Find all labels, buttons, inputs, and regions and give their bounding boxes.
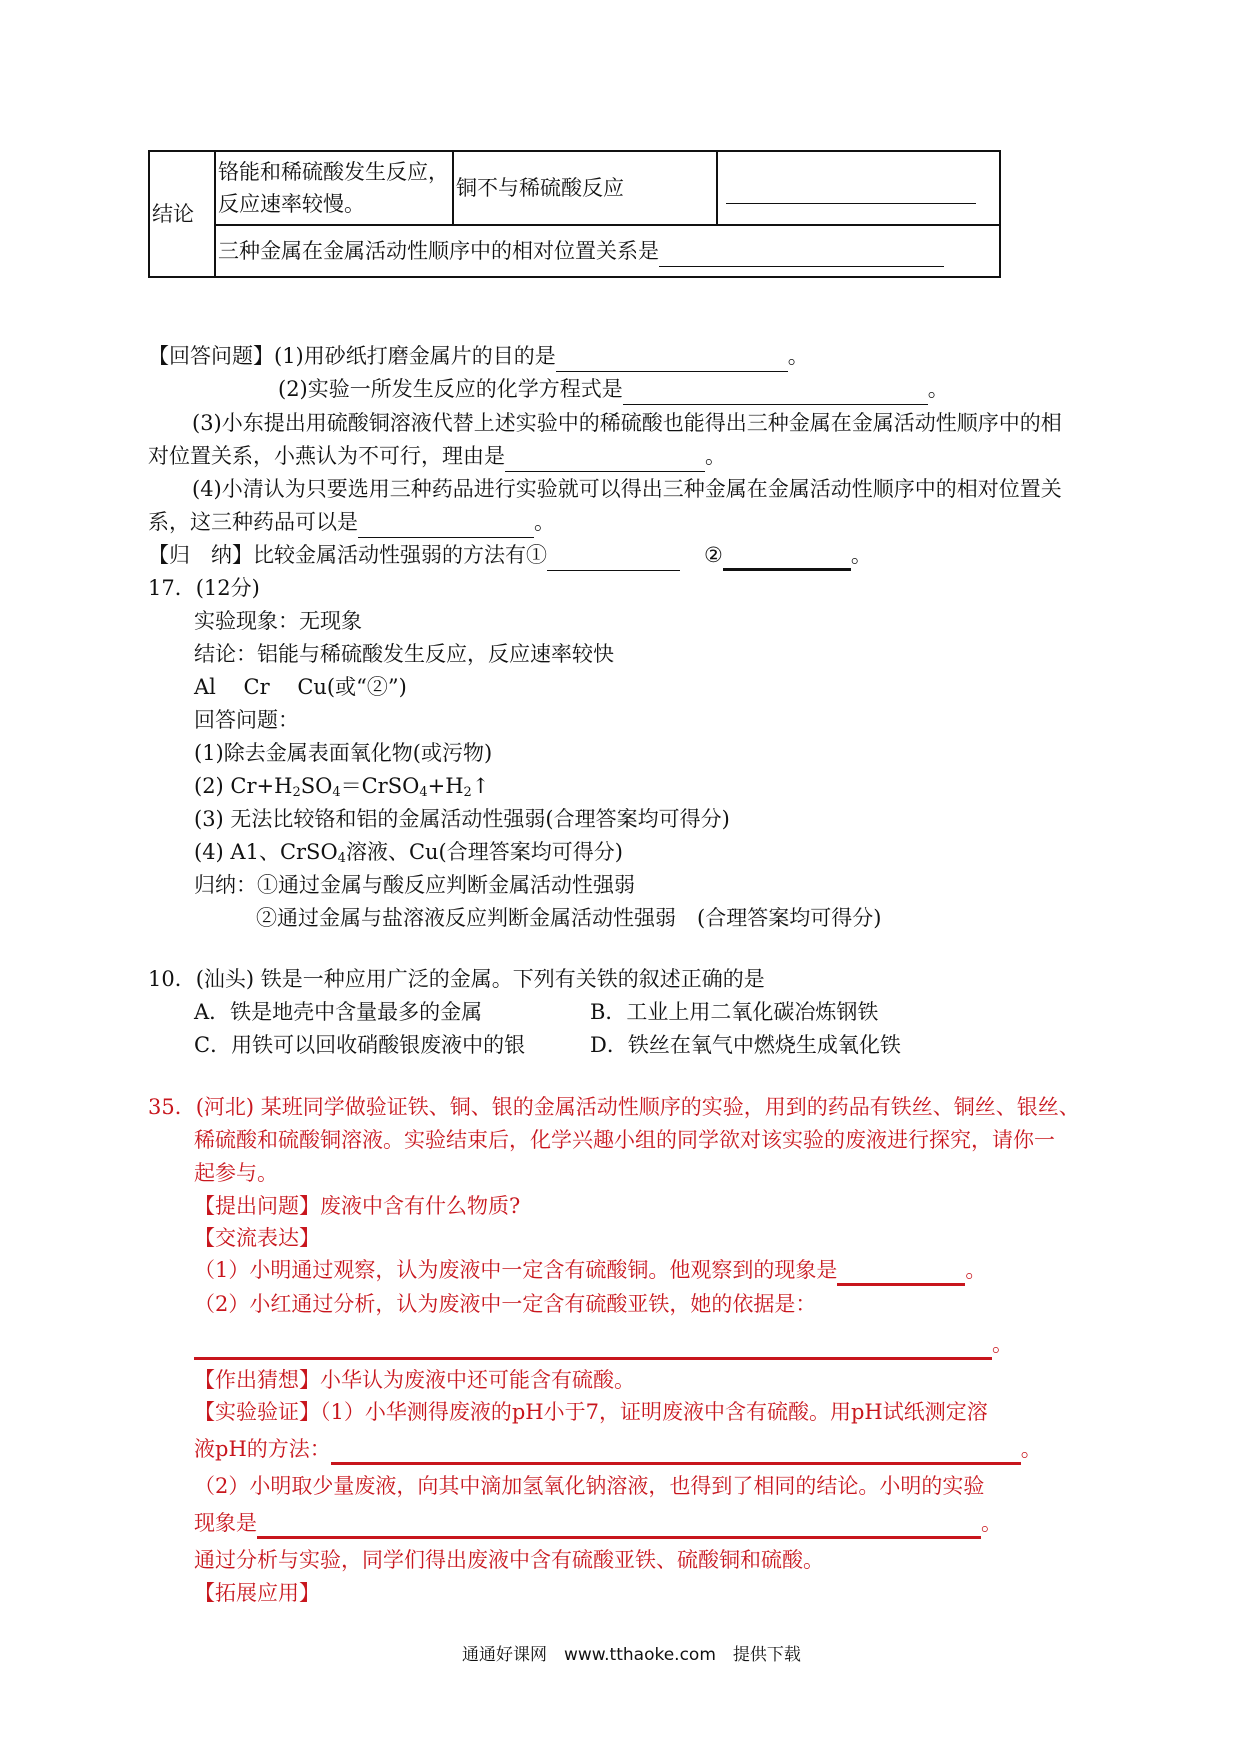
q35-e2: （2）小红通过分析，认为废液中一定含有硫酸亚铁，她的依据是：: [194, 1292, 817, 1316]
question-3-line1: (3)小东提出用硫酸铜溶液代替上述实验中的稀硫酸也能得出三种金属在金属活动性顺序中的相: [192, 411, 1062, 435]
question-1: 【回答问题】(1)用砂纸打磨金属片的目的是 。: [148, 340, 809, 372]
answer-line: (3) 无法比较铬和铝的金属活动性强弱(合理答案均可得分): [194, 807, 730, 831]
answer-line: 实验现象：无现象: [194, 609, 362, 633]
answer-line: 回答问题：: [194, 708, 299, 732]
answer-line: Al Cr Cu(或“②”): [194, 675, 407, 699]
q35-conclusion: 通过分析与实验，同学们得出废液中含有硫酸亚铁、硫酸铜和硫酸。: [194, 1548, 824, 1572]
row-header-conclusion: 结论: [149, 151, 215, 277]
q35-e2-answer: 。: [194, 1328, 1013, 1360]
question-4-line1: (4)小清认为只要选用三种药品进行实验就可以得出三种金属在金属活动性顺序中的相对位置关: [192, 477, 1062, 501]
answer-blank[interactable]: [358, 513, 534, 538]
answer-blank[interactable]: [257, 1512, 981, 1539]
cell-chromium-conclusion: 铬能和稀硫酸发生反应，反应速率较慢。: [215, 151, 453, 225]
q35-extend: 【拓展应用】: [194, 1581, 320, 1605]
q10-stem: 10．(汕头) 铁是一种应用广泛的金属。下列有关铁的叙述正确的是: [148, 967, 765, 991]
answer-line: (4) A1、CrSO$_4$溶液、Cu(合理答案均可得分): [194, 840, 623, 866]
q10-option-d[interactable]: D．铁丝在氧气中燃烧生成氧化铁: [590, 1033, 901, 1057]
q35-exchange: 【交流表达】: [194, 1226, 320, 1250]
page-footer: 通通好课网 www.tthaoke.com 提供下载: [462, 1645, 801, 1665]
q35-line1: 35．(河北) 某班同学做验证铁、铜、银的金属活动性顺序的实验，用到的药品有铁丝、铜丝、银丝、: [148, 1095, 1080, 1119]
summary-question: 【归 纳】比较金属活动性强弱的方法有① ② 。: [148, 539, 872, 571]
q10-option-c[interactable]: C．用铁可以回收硝酸银废液中的银: [194, 1033, 526, 1057]
q35-verify2: 液pH的方法： 。: [194, 1433, 1042, 1465]
q35-v2-line2: 现象是 。: [194, 1507, 1002, 1539]
answer-blank[interactable]: [547, 546, 680, 571]
answer-number: 17．(12分): [148, 576, 260, 600]
answer-equation: (2) $Cr+H_2SO_4=CrSO_4+H_2↑$: [194, 774, 490, 800]
answer-blank[interactable]: [331, 1438, 1021, 1465]
question-4-line2: 系，这三种药品可以是 。: [148, 506, 555, 538]
answer-line: ②通过金属与盐溶液反应判断金属活动性强弱 (合理答案均可得分): [256, 906, 882, 930]
q35-line3: 起参与。: [194, 1161, 278, 1185]
answer-blank[interactable]: [723, 544, 851, 571]
cell-copper-conclusion: 铜不与稀硫酸反应: [453, 151, 717, 225]
answer-blank[interactable]: [556, 347, 788, 372]
answer-line: 结论：铝能与稀硫酸发生反应，反应速率较快: [194, 642, 614, 666]
answer-blank[interactable]: [505, 447, 705, 472]
question-2: (2)实验一所发生反应的化学方程式是 。: [278, 373, 949, 405]
cell-blank-conclusion: [717, 151, 1000, 225]
question-3-line2: 对位置关系，小燕认为不可行，理由是 。: [148, 440, 726, 472]
answer-blank[interactable]: [194, 1333, 992, 1360]
answer-line: 归纳：①通过金属与酸反应判断金属活动性强弱: [194, 873, 635, 897]
merged-row: 三种金属在金属活动性顺序中的相对位置关系是: [215, 225, 1000, 277]
q35-guess: 【作出猜想】小华认为废液中还可能含有硫酸。: [194, 1368, 635, 1392]
q35-line2: 稀硫酸和硫酸铜溶液。实验结束后，化学兴趣小组的同学欲对该实验的废液进行探究，请你一: [194, 1128, 1055, 1152]
q35-v2-line1: （2）小明取少量废液，向其中滴加氢氧化钠溶液，也得到了相同的结论。小明的实验: [194, 1474, 985, 1498]
q35-ask: 【提出问题】废液中含有什么物质?: [194, 1194, 521, 1218]
answer-blank[interactable]: [837, 1259, 965, 1286]
results-table: [148, 150, 1001, 278]
answer-blank[interactable]: [659, 242, 944, 267]
answer-blank[interactable]: [623, 380, 928, 405]
q35-verify: 【实验验证】（1）小华测得废液的pH小于7，证明废液中含有硫酸。用pH试纸测定溶: [194, 1400, 988, 1424]
q10-option-b[interactable]: B．工业上用二氧化碳冶炼钢铁: [590, 1000, 879, 1024]
answer-line: (1)除去金属表面氧化物(或污物): [194, 741, 493, 765]
q10-option-a[interactable]: A．铁是地壳中含量最多的金属: [194, 1000, 483, 1024]
answer-blank[interactable]: [726, 179, 976, 204]
q35-e1: （1）小明通过观察，认为废液中一定含有硫酸铜。他观察到的现象是 。: [194, 1254, 986, 1286]
